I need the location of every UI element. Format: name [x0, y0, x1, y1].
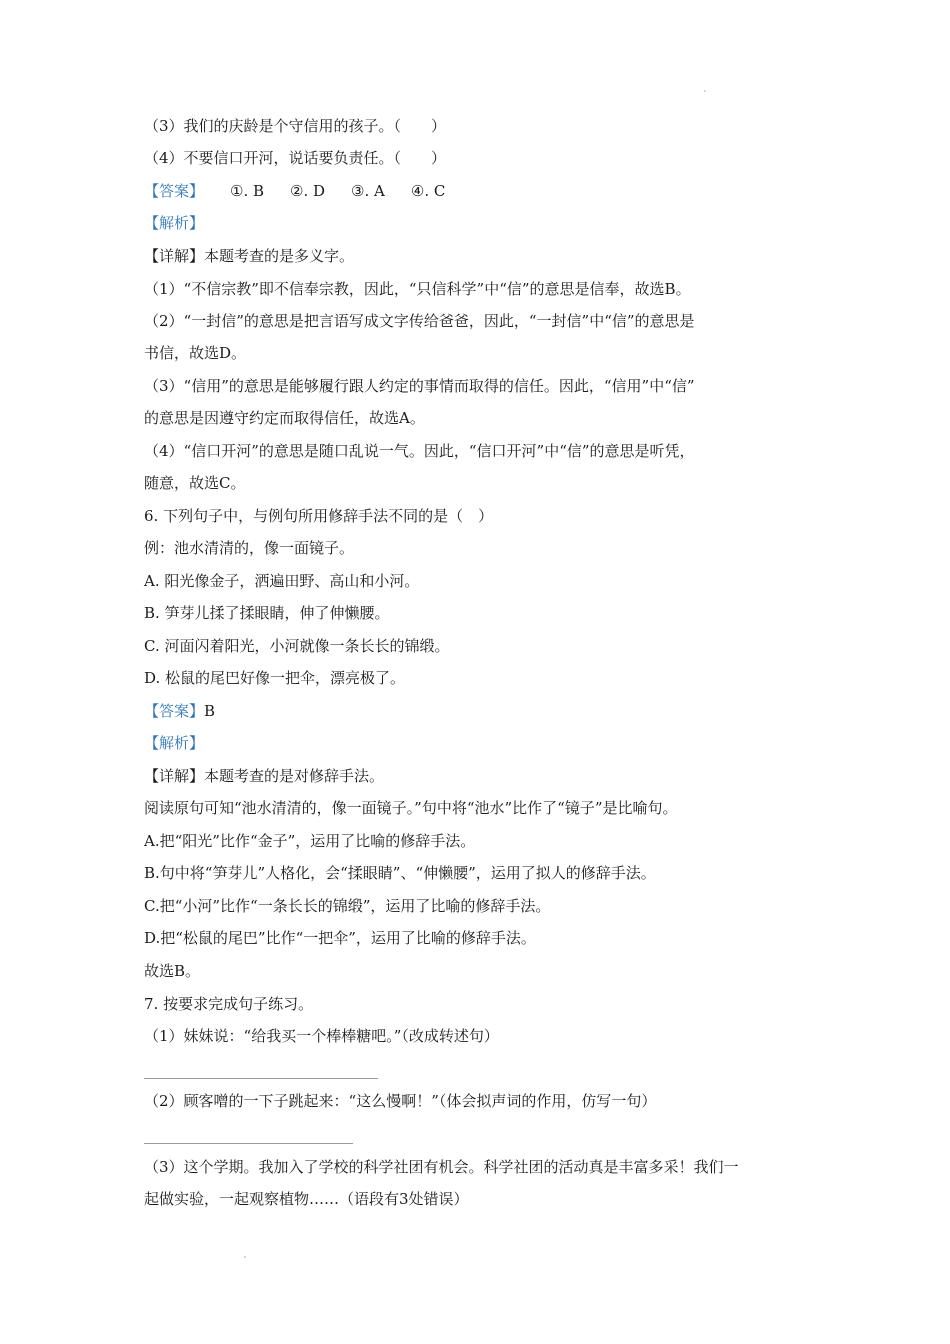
option-a: A. 阳光像金子，洒遍田野、高山和小河。	[144, 572, 420, 590]
analysis-label: 【解析】	[144, 734, 205, 752]
q5-item-4: （4）不要信口开河，说话要负责任。（ ）	[144, 149, 447, 167]
answer-label: 【答案】	[144, 702, 205, 720]
answer-blank-line-1	[144, 1078, 378, 1079]
explanation-c: C.把“小河”比作“一条长长的锦缎”，运用了比喻的修辞手法。	[144, 897, 551, 915]
explanation-2a: （2）“一封信”的意思是把言语写成文字传给爸爸，因此，“一封信”中“信”的意思是	[144, 312, 695, 330]
scan-speck	[704, 90, 706, 92]
detail-line: 【详解】本题考查的是多义字。	[144, 247, 355, 265]
question-6-example: 例：池水清清的，像一面镜子。	[144, 539, 355, 557]
explanation-4b: 随意，故选C。	[144, 474, 246, 492]
explanation-1: （1）“不信宗教”即不信奉宗教，因此，“只信科学”中“信”的意思是信奉，故选B。	[144, 280, 691, 298]
answer-blank-line-2	[144, 1143, 353, 1144]
answer-item-2: ②. D	[290, 182, 326, 200]
explanation-a: A.把“阳光”比作“金子”，运用了比喻的修辞手法。	[144, 832, 476, 850]
option-d: D. 松鼠的尾巴好像一把伞，漂亮极了。	[144, 669, 406, 687]
detail-line: 【详解】本题考查的是对修辞手法。	[144, 767, 385, 785]
question-7-stem: 7. 按要求完成句子练习。	[144, 995, 314, 1013]
explanation-d: D.把“松鼠的尾巴”比作“一把伞”，运用了比喻的修辞手法。	[144, 929, 536, 947]
explanation-3b: 的意思是因遵守约定而取得信任，故选A。	[144, 409, 425, 427]
explanation-intro: 阅读原句可知“池水清清的，像一面镜子。”句中将“池水”比作了“镜子”是比喻句。	[144, 799, 678, 817]
question-7-item-2: （2）顾客噌的一下子跳起来：“这么慢啊！”（体会拟声词的作用，仿写一句）	[144, 1092, 657, 1110]
explanation-b: B.句中将“笋芽儿”人格化，会“揉眼睛”、“伸懒腰”，运用了拟人的修辞手法。	[144, 864, 656, 882]
question-7-item-1: （1）妹妹说：“给我买一个棒棒糖吧。”（改成转述句）	[144, 1027, 499, 1045]
answer-label: 【答案】	[144, 182, 205, 200]
scan-speck	[244, 1256, 246, 1258]
question-7-item-3b: 起做实验，一起观察植物……（语段有3处错误）	[144, 1190, 469, 1208]
answer-item-1: ①. B	[230, 182, 265, 200]
q6-answer-line	[144, 701, 215, 721]
explanation-4a: （4）“信口开河”的意思是随口乱说一气。因此，“信口开河”中“信”的意思是听凭，	[144, 442, 695, 460]
conclusion: 故选B。	[144, 962, 201, 980]
analysis-label: 【解析】	[144, 214, 205, 232]
explanation-3a: （3）“信用”的意思是能够履行跟人约定的事情而取得的信任。因此，“信用”中“信”	[144, 377, 695, 395]
q5-item-3: （3）我们的庆龄是个守信用的孩子。（ ）	[144, 117, 447, 135]
answer-item-3: ③. A	[351, 182, 385, 200]
answer-value: B	[204, 702, 216, 720]
explanation-2b: 书信，故选D。	[144, 344, 247, 362]
option-c: C. 河面闪着阳光，小河就像一条长长的锦缎。	[144, 637, 450, 655]
question-7-item-3a: （3）这个学期。我加入了学校的科学社团有机会。科学社团的活动真是丰富多采！我们一	[144, 1158, 739, 1176]
question-6-stem: 6. 下列句子中，与例句所用修辞手法不同的是（ ）	[144, 507, 494, 525]
q5-answer-line	[144, 181, 445, 201]
answer-item-4: ④. C	[410, 182, 446, 200]
option-b: B. 笋芽儿揉了揉眼睛，伸了伸懒腰。	[144, 604, 390, 622]
